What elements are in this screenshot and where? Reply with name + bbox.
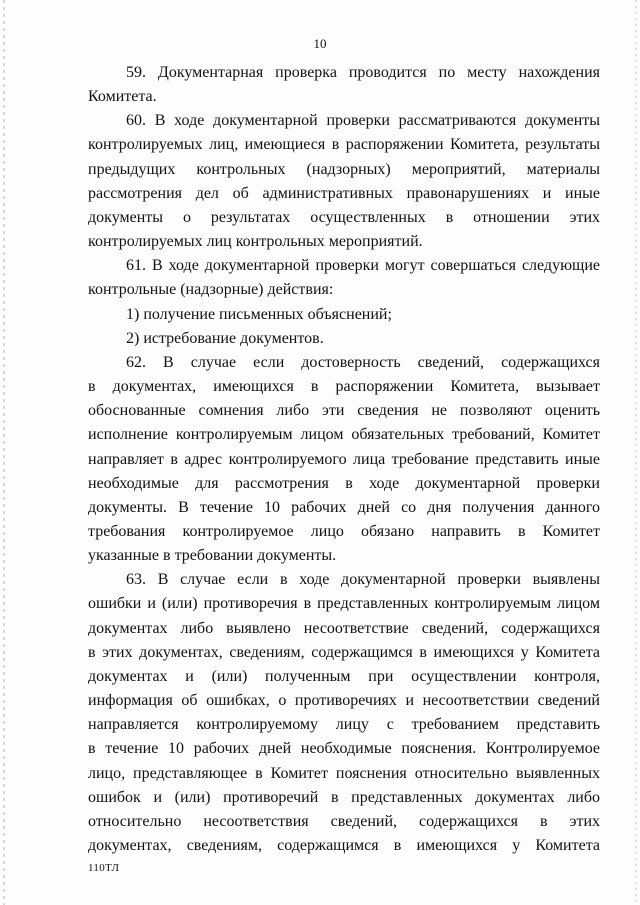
text-line: направляется контролируемому лицу с требованием представить bbox=[88, 716, 600, 734]
text-line: в документах, имеющихся в распоряжении Комитета, вызывает bbox=[88, 378, 600, 396]
paragraph-61-item-1 bbox=[88, 303, 600, 327]
text-line: указанные в требовании документы. bbox=[88, 547, 337, 565]
text-line: контрольные (надзорные) действия: bbox=[88, 281, 334, 299]
text-line: документах либо выявлено несоответствие сведений, содержащихся bbox=[88, 619, 600, 637]
text-line: ошибок и (или) противоречий в представленных документах либо bbox=[88, 788, 600, 806]
text-line: информация об ошибках, о противоречиях и несоответствии сведений bbox=[88, 692, 600, 710]
text-line: 60. В ходе документарной проверки рассматриваются документы bbox=[126, 112, 600, 130]
text-line: рассмотрения дел об административных правонарушениях и иные bbox=[88, 184, 600, 202]
text-line: обоснованные сомнения либо эти сведения не позволяют оценить bbox=[88, 402, 600, 420]
text-line: Комитета. bbox=[88, 88, 157, 106]
text-line: 59. Документарная проверка проводится по месту нахождения bbox=[126, 64, 600, 81]
text-line: контролируемых лиц, имеющиеся в распоряжении Комитета, результаты bbox=[88, 136, 600, 154]
page-number: 10 bbox=[313, 36, 327, 51]
document-body bbox=[88, 61, 600, 858]
text-line: документы о результатах осуществленных в отношении этих bbox=[88, 208, 600, 226]
paragraph-59 bbox=[88, 61, 600, 109]
paragraph-62 bbox=[88, 351, 600, 568]
paragraph-60 bbox=[88, 109, 600, 254]
scan-edge-right bbox=[635, 0, 637, 905]
text-line: предыдущих контрольных (надзорных) мероприятий, материалы bbox=[88, 160, 600, 178]
text-line: в течение 10 рабочих дней необходимые пояснения. Контролируемое bbox=[88, 740, 600, 758]
text-line: документах, сведениям, содержащимся в имеющихся у Комитета bbox=[88, 837, 600, 854]
text-line: 1) получение письменных объяснений; bbox=[126, 305, 392, 323]
text-line: 63. В случае если в ходе документарной проверки выявлены bbox=[126, 571, 600, 589]
text-line: 61. В ходе документарной проверки могут совершаться следующие bbox=[126, 257, 600, 275]
text-line: документы. В течение 10 рабочих дней со дня получения данного bbox=[88, 498, 600, 516]
text-line: ошибки и (или) противоречия в представленных контролируемым лицом bbox=[88, 595, 600, 613]
text-line: требования контролируемое лицо обязано направить в Комитет bbox=[88, 522, 600, 540]
text-line: лицо, представляющее в Комитет пояснения относительно выявленных bbox=[88, 764, 600, 782]
text-line: 62. В случае если достоверность сведений, содержащихся bbox=[126, 353, 600, 371]
paragraph-63 bbox=[88, 568, 600, 858]
text-line: документах и (или) полученным при осуществлении контроля, bbox=[88, 667, 600, 685]
text-line: контролируемых лиц контрольных мероприятий. bbox=[88, 233, 423, 251]
text-line: относительно несоответствия сведений, содержащихся в этих bbox=[88, 812, 600, 830]
paragraph-61 bbox=[88, 254, 600, 302]
paragraph-61-item-2 bbox=[88, 327, 600, 351]
text-line: 2) истребование документов. bbox=[126, 329, 324, 347]
text-line: исполнение контролируемым лицом обязательных требований, Комитет bbox=[88, 426, 600, 444]
scan-edge-left bbox=[3, 0, 5, 905]
text-line: направляет в адрес контролируемого лица требование представить иные bbox=[88, 450, 600, 468]
text-line: в этих документах, сведениям, содержащимся в имеющихся у Комитета bbox=[88, 643, 600, 661]
text-line: необходимые для рассмотрения в ходе документарной проверки bbox=[88, 474, 600, 492]
footer-code: 110ТЛ bbox=[88, 862, 120, 874]
